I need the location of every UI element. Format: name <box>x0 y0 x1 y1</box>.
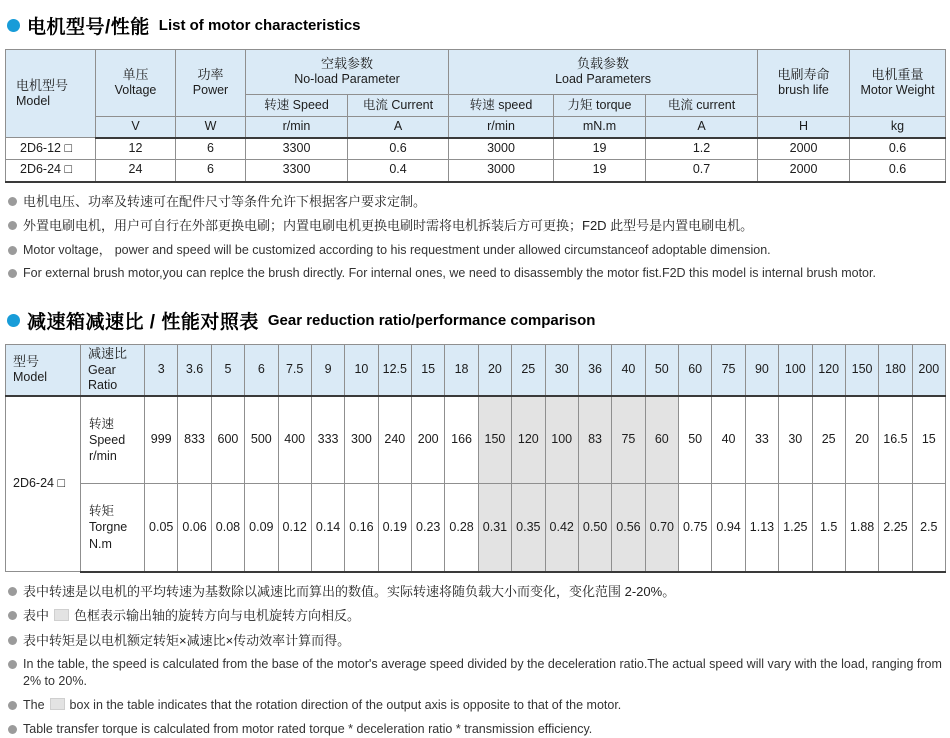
ratio-header: 50 <box>645 345 678 396</box>
speed-cell: 50 <box>679 396 712 484</box>
col-header-model: 型号 Model <box>6 345 81 396</box>
note-bullet-icon <box>8 725 17 734</box>
ratio-header: 200 <box>912 345 945 396</box>
model-value: 2D6-24 □ <box>6 160 96 182</box>
ratio-header: 30 <box>545 345 578 396</box>
note-line: In the table, the speed is calculated from the base of the motor's average speed divided by the deceleration ratio.The actual speed will vary with the load, ranging from 2% to 20%. <box>8 656 945 690</box>
unit-load-current: A <box>646 117 758 138</box>
ratio-header: 15 <box>412 345 445 396</box>
gear-ratio-table <box>5 344 946 573</box>
unit-power: W <box>176 117 246 138</box>
section2-title-zh: 减速箱减速比 / 性能对照表 <box>27 312 259 334</box>
brush-life-value: 2000 <box>758 160 850 182</box>
speed-cell-reversed: 83 <box>578 396 611 484</box>
torque-cell: 0.75 <box>679 484 712 572</box>
note-bullet-icon <box>8 246 17 255</box>
torque-cell: 1.25 <box>779 484 812 572</box>
section1-title <box>7 12 945 39</box>
speed-cell: 999 <box>145 396 178 484</box>
speed-row-label: 转速 Speed r/min <box>81 396 145 484</box>
section2-title <box>7 307 945 334</box>
gray-box-swatch-icon <box>54 609 69 621</box>
note-line: 表中转矩是以电机额定转矩×减速比×传动效率计算而得。 <box>8 632 945 650</box>
speed-cell: 40 <box>712 396 745 484</box>
gray-box-swatch-icon <box>50 698 65 710</box>
ratio-header: 20 <box>478 345 511 396</box>
torque-cell-reversed: 0.31 <box>478 484 511 572</box>
ratio-header: 90 <box>745 345 778 396</box>
bullet-circle-icon <box>7 314 20 327</box>
noload-current-value: 0.6 <box>348 138 449 160</box>
ratio-header: 12.5 <box>378 345 411 396</box>
note-line: Table transfer torque is calculated from motor rated torque * deceleration ratio * transmission efficiency. <box>8 721 945 738</box>
note-line: 表中转速是以电机的平均转速为基数除以减速比而算出的数值。实际转速将随负载大小而变化，变化范围 2-20%。 <box>8 583 945 601</box>
speed-cell: 600 <box>211 396 244 484</box>
unit-noload-current: A <box>348 117 449 138</box>
section1-title-en: List of motor characteristics <box>158 17 361 34</box>
torque-cell: 0.05 <box>145 484 178 572</box>
ratio-header: 7.5 <box>278 345 311 396</box>
note-line: 外置电刷电机，用户可自行在外部更换电刷；内置电刷电机更换电刷时需将电机拆装后方可更换；F2D 此型号是内置电刷电机。 <box>8 217 945 235</box>
speed-cell: 166 <box>445 396 478 484</box>
note-bullet-icon <box>8 221 17 230</box>
unit-load-torque: mN.m <box>554 117 646 138</box>
load-speed-value: 3000 <box>449 138 554 160</box>
subheader-load-torque: 力矩 torque <box>554 95 646 117</box>
noload-speed-value: 3300 <box>246 160 348 182</box>
ratio-header: 36 <box>578 345 611 396</box>
speed-cell-reversed: 120 <box>512 396 545 484</box>
speed-cell-reversed: 100 <box>545 396 578 484</box>
model-value: 2D6-24 □ <box>6 396 81 572</box>
noload-current-value: 0.4 <box>348 160 449 182</box>
ratio-header: 150 <box>845 345 878 396</box>
model-header-en: Model <box>16 93 51 108</box>
torque-cell-reversed: 0.70 <box>645 484 678 572</box>
ratio-header: 120 <box>812 345 845 396</box>
torque-row <box>6 484 946 572</box>
weight-value: 0.6 <box>850 160 946 182</box>
torque-cell: 1.88 <box>845 484 878 572</box>
torque-cell: 0.23 <box>412 484 445 572</box>
col-header-model <box>6 50 96 138</box>
load-current-value: 0.7 <box>646 160 758 182</box>
ratio-header: 25 <box>512 345 545 396</box>
note-bullet-icon <box>8 587 17 596</box>
note-bullet-icon <box>8 660 17 669</box>
load-torque-value: 19 <box>554 160 646 182</box>
torque-row-label: 转矩 Torgne N.m <box>81 484 145 572</box>
note-line: 表中 色框表示输出轴的旋转方向与电机旋转方向相反。 <box>8 607 945 625</box>
ratio-header: 180 <box>879 345 912 396</box>
ratio-header: 10 <box>345 345 378 396</box>
note-line: 电机电压、功率及转速可在配件尺寸等条件允许下根据客户要求定制。 <box>8 193 945 211</box>
brush-life-value: 2000 <box>758 138 850 160</box>
speed-cell: 500 <box>245 396 278 484</box>
col-header-gear-ratio: 减速比 Gear Ratio <box>81 345 145 396</box>
speed-cell: 833 <box>178 396 211 484</box>
voltage-value: 12 <box>96 138 176 160</box>
voltage-value: 24 <box>96 160 176 182</box>
torque-cell-reversed: 0.56 <box>612 484 645 572</box>
torque-cell: 0.09 <box>245 484 278 572</box>
col-header-voltage: 单压 Voltage <box>96 50 176 117</box>
power-value: 6 <box>176 138 246 160</box>
table-row <box>6 138 946 160</box>
ratio-header: 75 <box>712 345 745 396</box>
speed-cell: 15 <box>912 396 945 484</box>
section1-notes <box>8 193 945 283</box>
power-value: 6 <box>176 160 246 182</box>
col-header-brush-life: 电刷寿命 brush life <box>758 50 850 117</box>
note-bullet-icon <box>8 197 17 206</box>
section1-title-zh: 电机型号/性能 <box>27 17 150 38</box>
subheader-load-current: 电流 current <box>646 95 758 117</box>
ratio-header: 60 <box>679 345 712 396</box>
speed-cell: 20 <box>845 396 878 484</box>
speed-cell: 240 <box>378 396 411 484</box>
torque-cell: 0.28 <box>445 484 478 572</box>
speed-cell: 300 <box>345 396 378 484</box>
unit-noload-speed: r/min <box>246 117 348 138</box>
speed-cell-reversed: 150 <box>478 396 511 484</box>
subheader-load-speed: 转速 speed <box>449 95 554 117</box>
torque-cell: 0.14 <box>311 484 344 572</box>
section2-title-en: Gear reduction ratio/performance comparison <box>267 312 596 330</box>
note-line: The box in the table indicates that the rotation direction of the output axis is opposite to that of the motor. <box>8 697 945 714</box>
torque-cell: 0.08 <box>211 484 244 572</box>
torque-cell: 0.06 <box>178 484 211 572</box>
weight-value: 0.6 <box>850 138 946 160</box>
ratio-header: 100 <box>779 345 812 396</box>
section2-notes <box>8 583 945 738</box>
unit-brush-life: H <box>758 117 850 138</box>
torque-cell-reversed: 0.42 <box>545 484 578 572</box>
unit-weight: kg <box>850 117 946 138</box>
load-torque-value: 19 <box>554 138 646 160</box>
torque-cell: 1.5 <box>812 484 845 572</box>
speed-cell: 33 <box>745 396 778 484</box>
torque-cell: 2.5 <box>912 484 945 572</box>
group-header-noload: 空载参数 No-load Parameter <box>246 50 449 95</box>
ratio-header: 3 <box>145 345 178 396</box>
group-header-load: 负载参数 Load Parameters <box>449 50 758 95</box>
ratio-header: 6 <box>245 345 278 396</box>
ratio-header: 9 <box>311 345 344 396</box>
torque-cell-reversed: 0.35 <box>512 484 545 572</box>
torque-cell: 1.13 <box>745 484 778 572</box>
torque-cell: 0.19 <box>378 484 411 572</box>
note-bullet-icon <box>8 636 17 645</box>
load-current-value: 1.2 <box>646 138 758 160</box>
torque-cell: 0.12 <box>278 484 311 572</box>
model-header-zh: 电机型号 <box>16 77 69 93</box>
note-line: For external brush motor,you can replce the brush directly. For internal ones, we need to disassembly the motor fist.F2D this model is internal brush motor. <box>8 265 945 282</box>
col-header-power: 功率 Power <box>176 50 246 117</box>
bullet-circle-icon <box>7 19 20 32</box>
col-header-weight: 电机重量 Motor Weight <box>850 50 946 117</box>
motor-characteristics-table <box>5 49 946 183</box>
speed-cell: 25 <box>812 396 845 484</box>
ratio-header: 3.6 <box>178 345 211 396</box>
table-row <box>6 160 946 182</box>
subheader-noload-speed: 转速 Speed <box>246 95 348 117</box>
load-speed-value: 3000 <box>449 160 554 182</box>
ratio-header: 5 <box>211 345 244 396</box>
note-bullet-icon <box>8 701 17 710</box>
speed-cell: 200 <box>412 396 445 484</box>
unit-voltage: V <box>96 117 176 138</box>
unit-load-speed: r/min <box>449 117 554 138</box>
speed-cell: 30 <box>779 396 812 484</box>
note-bullet-icon <box>8 269 17 278</box>
subheader-noload-current: 电流 Current <box>348 95 449 117</box>
speed-cell: 16.5 <box>879 396 912 484</box>
speed-cell: 400 <box>278 396 311 484</box>
torque-cell: 2.25 <box>879 484 912 572</box>
model-value: 2D6-12 □ <box>6 138 96 160</box>
note-bullet-icon <box>8 611 17 620</box>
noload-speed-value: 3300 <box>246 138 348 160</box>
ratio-header: 40 <box>612 345 645 396</box>
ratio-header: 18 <box>445 345 478 396</box>
torque-cell: 0.94 <box>712 484 745 572</box>
torque-cell: 0.16 <box>345 484 378 572</box>
torque-cell-reversed: 0.50 <box>578 484 611 572</box>
speed-row <box>6 396 946 484</box>
note-line: Motor voltage， power and speed will be customized according to his requestment under allowed circumstanceof adoptable dimension. <box>8 242 945 259</box>
speed-cell: 333 <box>311 396 344 484</box>
speed-cell-reversed: 60 <box>645 396 678 484</box>
speed-cell-reversed: 75 <box>612 396 645 484</box>
